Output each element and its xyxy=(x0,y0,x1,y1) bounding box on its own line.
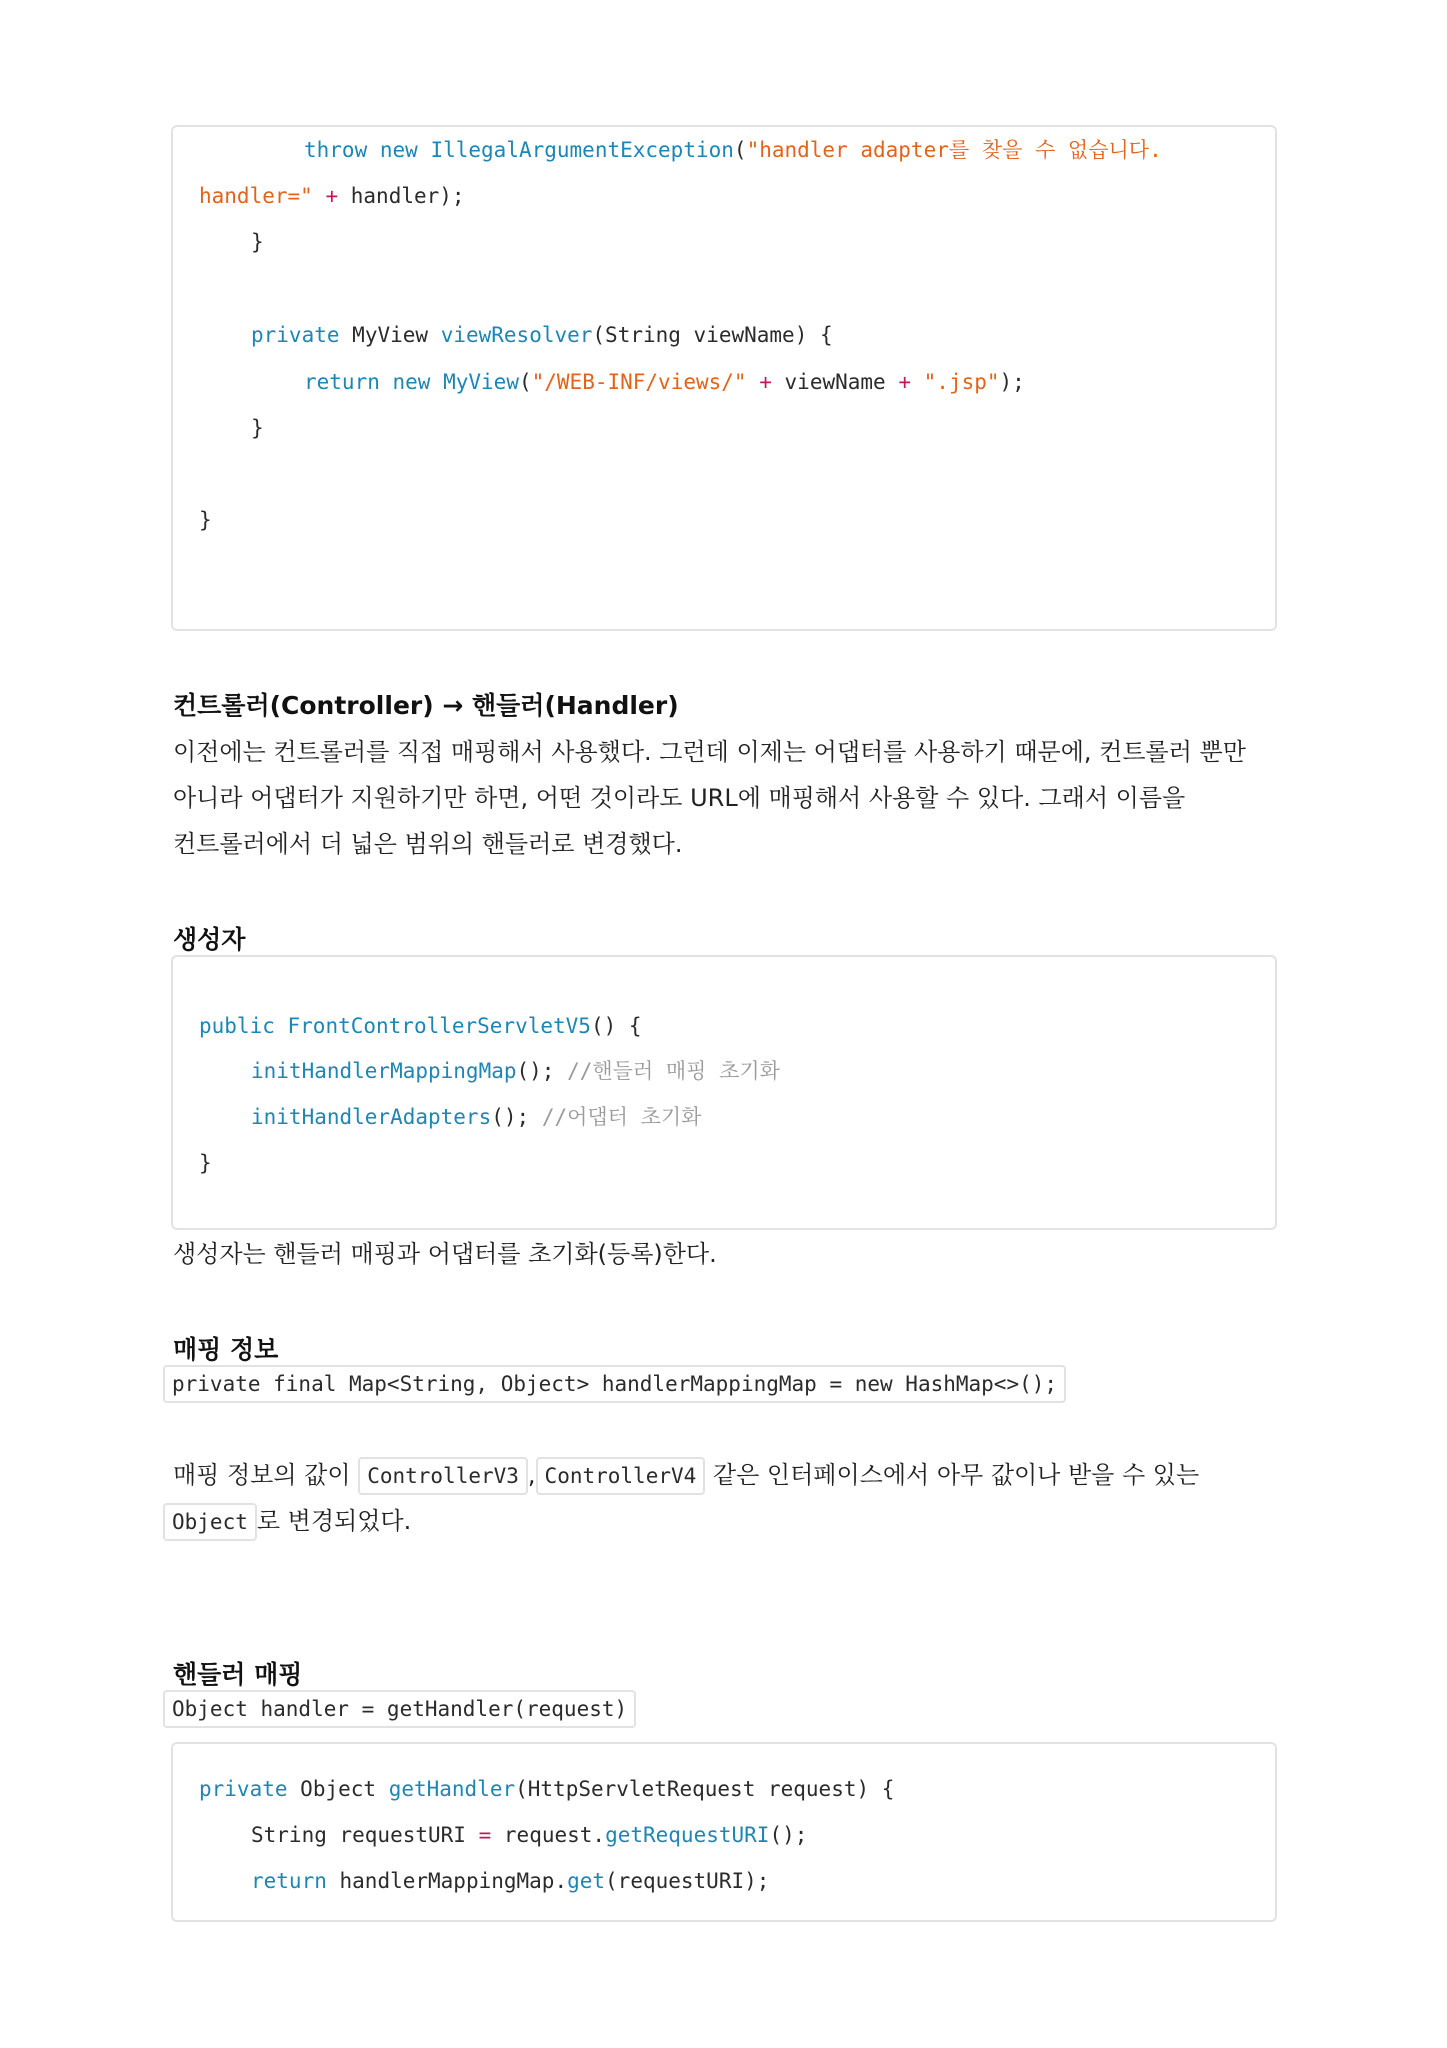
section-title-handler-mapping: 핸들러 매핑 xyxy=(173,1660,303,1689)
paragraph-line: 아니라 어댑터가 지원하기만 하면, 어떤 것이라도 URL에 매핑해서 사용할 수 있다. 그래서 이름을 xyxy=(173,784,1186,812)
code-token: } xyxy=(251,230,264,254)
inline-code-row xyxy=(163,1690,636,1728)
code-token: ( xyxy=(518,370,532,394)
code-token: "/WEB-INF/views/" xyxy=(531,370,747,394)
text-span: 매핑 정보의 값이 xyxy=(173,1461,351,1489)
code-token: String requestURI xyxy=(251,1823,466,1847)
code-comment: //어댑터 초기화 xyxy=(541,1105,702,1129)
code-token: = xyxy=(478,1823,492,1847)
code-token: request. xyxy=(503,1823,606,1847)
code-token: getRequestURI xyxy=(605,1823,770,1847)
code-token: FrontControllerServletV5 xyxy=(287,1014,591,1038)
code-token: viewName xyxy=(784,370,886,394)
code-token: return xyxy=(304,370,380,394)
paragraph-line: 이전에는 컨트롤러를 직접 매핑해서 사용했다. 그런데 이제는 어댑터를 사용하기 때문에, 컨트롤러 뿐만 xyxy=(173,738,1246,766)
code-token: "handler adapter를 찾을 수 없습니다. xyxy=(746,138,1162,162)
text-span: 같은 인터페이스에서 아무 값이나 받을 수 있는 xyxy=(712,1461,1200,1489)
inline-code-row xyxy=(163,1365,1066,1403)
code-token: + xyxy=(759,370,772,394)
code-token: + xyxy=(325,184,339,208)
code-token: ( xyxy=(733,138,747,162)
code-token: (HttpServletRequest request) { xyxy=(515,1777,895,1801)
code-token: handlerMappingMap. xyxy=(339,1869,568,1893)
code-token: handler); xyxy=(350,184,465,208)
code-line xyxy=(251,415,264,441)
code-token: private xyxy=(251,323,340,347)
code-token: return xyxy=(251,1869,327,1893)
paragraph-line xyxy=(173,1455,1199,1495)
code-token: initHandlerMappingMap xyxy=(251,1059,517,1083)
section-title-constructor: 생성자 xyxy=(173,925,246,954)
section-title-mapping-info: 매핑 정보 xyxy=(173,1335,279,1364)
code-line xyxy=(251,229,264,255)
code-token: ".jsp" xyxy=(923,370,1000,394)
code-line xyxy=(251,1058,780,1084)
code-token: throw xyxy=(304,138,368,162)
code-line xyxy=(251,322,833,348)
code-token: new xyxy=(392,370,431,394)
code-token: getHandler xyxy=(388,1777,516,1801)
code-token: IllegalArgumentException xyxy=(430,138,734,162)
code-token: + xyxy=(898,370,911,394)
code-line xyxy=(199,183,465,209)
paragraph-line: 컨트롤러에서 더 넓은 범위의 핸들러로 변경했다. xyxy=(173,830,683,858)
code-line xyxy=(199,1013,642,1039)
code-token: MyView xyxy=(352,323,429,347)
code-token: get xyxy=(567,1869,606,1893)
text-span: 로 변경되었다. xyxy=(256,1507,412,1535)
code-token: (); xyxy=(491,1105,530,1129)
code-line xyxy=(199,1776,894,1802)
code-token: viewResolver xyxy=(440,323,593,347)
text-span: , xyxy=(527,1461,536,1489)
code-token: (); xyxy=(769,1823,808,1847)
code-line xyxy=(304,369,1025,395)
code-line xyxy=(251,1868,769,1894)
code-comment: //핸들러 매핑 초기화 xyxy=(567,1059,780,1083)
code-token: public xyxy=(199,1014,275,1038)
paragraph-line: 생성자는 핸들러 매핑과 어댑터를 초기화(등록)한다. xyxy=(173,1240,717,1268)
code-token: } xyxy=(199,508,212,532)
code-token: } xyxy=(251,416,264,440)
code-block-get-handler xyxy=(171,1742,1277,1922)
code-token: () { xyxy=(590,1014,642,1038)
code-line xyxy=(199,507,212,533)
code-token: } xyxy=(199,1151,212,1175)
code-line xyxy=(251,1104,701,1130)
code-block-constructor xyxy=(171,955,1277,1230)
code-token: new xyxy=(379,138,418,162)
code-token: ); xyxy=(999,370,1025,394)
inline-code: ControllerV4 xyxy=(536,1457,706,1495)
inline-code: ControllerV3 xyxy=(358,1457,528,1495)
section-title-controller-handler: 컨트롤러(Controller) → 핸들러(Handler) xyxy=(173,691,679,720)
code-token: initHandlerAdapters xyxy=(251,1105,492,1129)
code-token: Object xyxy=(300,1777,377,1801)
code-token: (); xyxy=(516,1059,555,1083)
code-line xyxy=(251,1822,807,1848)
code-token: (String viewName) { xyxy=(592,323,833,347)
code-line xyxy=(199,1150,212,1176)
inline-code: Object handler = getHandler(request) xyxy=(163,1690,636,1728)
code-token: private xyxy=(199,1777,288,1801)
inline-code: private final Map<String, Object> handlerMappingMap = new HashMap<>(); xyxy=(163,1365,1066,1403)
code-line xyxy=(304,137,1162,163)
code-token: MyView xyxy=(443,370,519,394)
code-block-view-resolver xyxy=(171,125,1277,631)
code-token: handler=" xyxy=(199,184,313,208)
inline-code: Object xyxy=(163,1503,257,1541)
paragraph-line xyxy=(163,1501,411,1541)
code-token: (requestURI); xyxy=(605,1869,770,1893)
